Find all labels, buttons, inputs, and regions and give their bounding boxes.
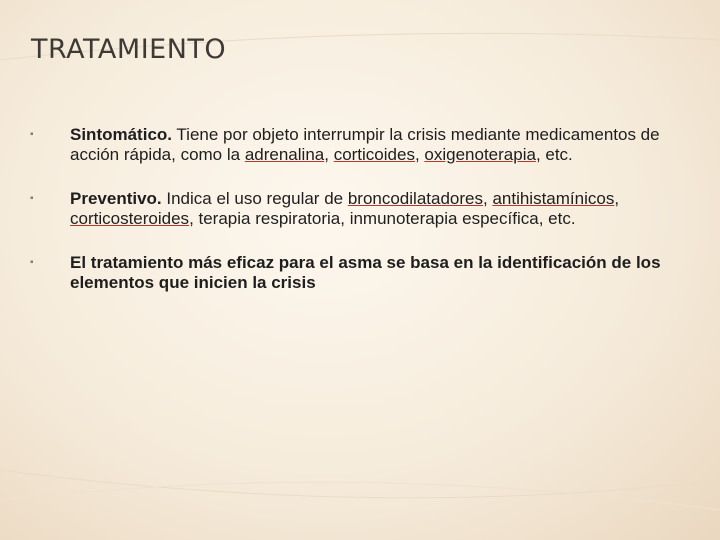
separator: ,: [614, 189, 620, 208]
separator: ,: [324, 145, 334, 164]
separator: ,: [482, 189, 493, 208]
separator: ,: [414, 145, 425, 164]
bullet-icon: ▪: [30, 129, 34, 140]
item-lead: Sintomático.: [70, 125, 173, 144]
item-tail: , terapia respiratoria, inmunoterapia específica, etc.: [189, 209, 576, 228]
bullet-icon: ▪: [30, 257, 34, 268]
link-adrenalina[interactable]: adrenalina: [244, 145, 325, 164]
list-item: [30, 125, 690, 165]
item-lead: Preventivo.: [70, 189, 162, 208]
slide-title: TRATAMIENTO: [31, 34, 227, 65]
bullet-list: [30, 125, 690, 317]
list-item: [30, 189, 690, 229]
list-item: [30, 253, 690, 293]
item-text: Tiene por objeto interrumpir la crisis mediante medicamentos de acción rápida, como la: [70, 125, 660, 164]
link-antihistaminicos[interactable]: antihistamínicos: [492, 189, 615, 208]
bullet-icon: ▪: [30, 193, 34, 204]
item-lead: El tratamiento más eficaz para el asma se basa en la identificación de los elementos que inicien la crisis: [70, 253, 661, 292]
link-broncodilatadores[interactable]: broncodilatadores: [347, 189, 483, 208]
link-corticosteroides[interactable]: corticosteroides: [70, 209, 190, 228]
link-corticoides[interactable]: corticoides: [333, 145, 415, 164]
item-tail: , etc.: [535, 145, 573, 164]
item-text: Indica el uso regular de: [161, 189, 348, 208]
link-oxigenoterapia[interactable]: oxigenoterapia: [424, 145, 536, 164]
